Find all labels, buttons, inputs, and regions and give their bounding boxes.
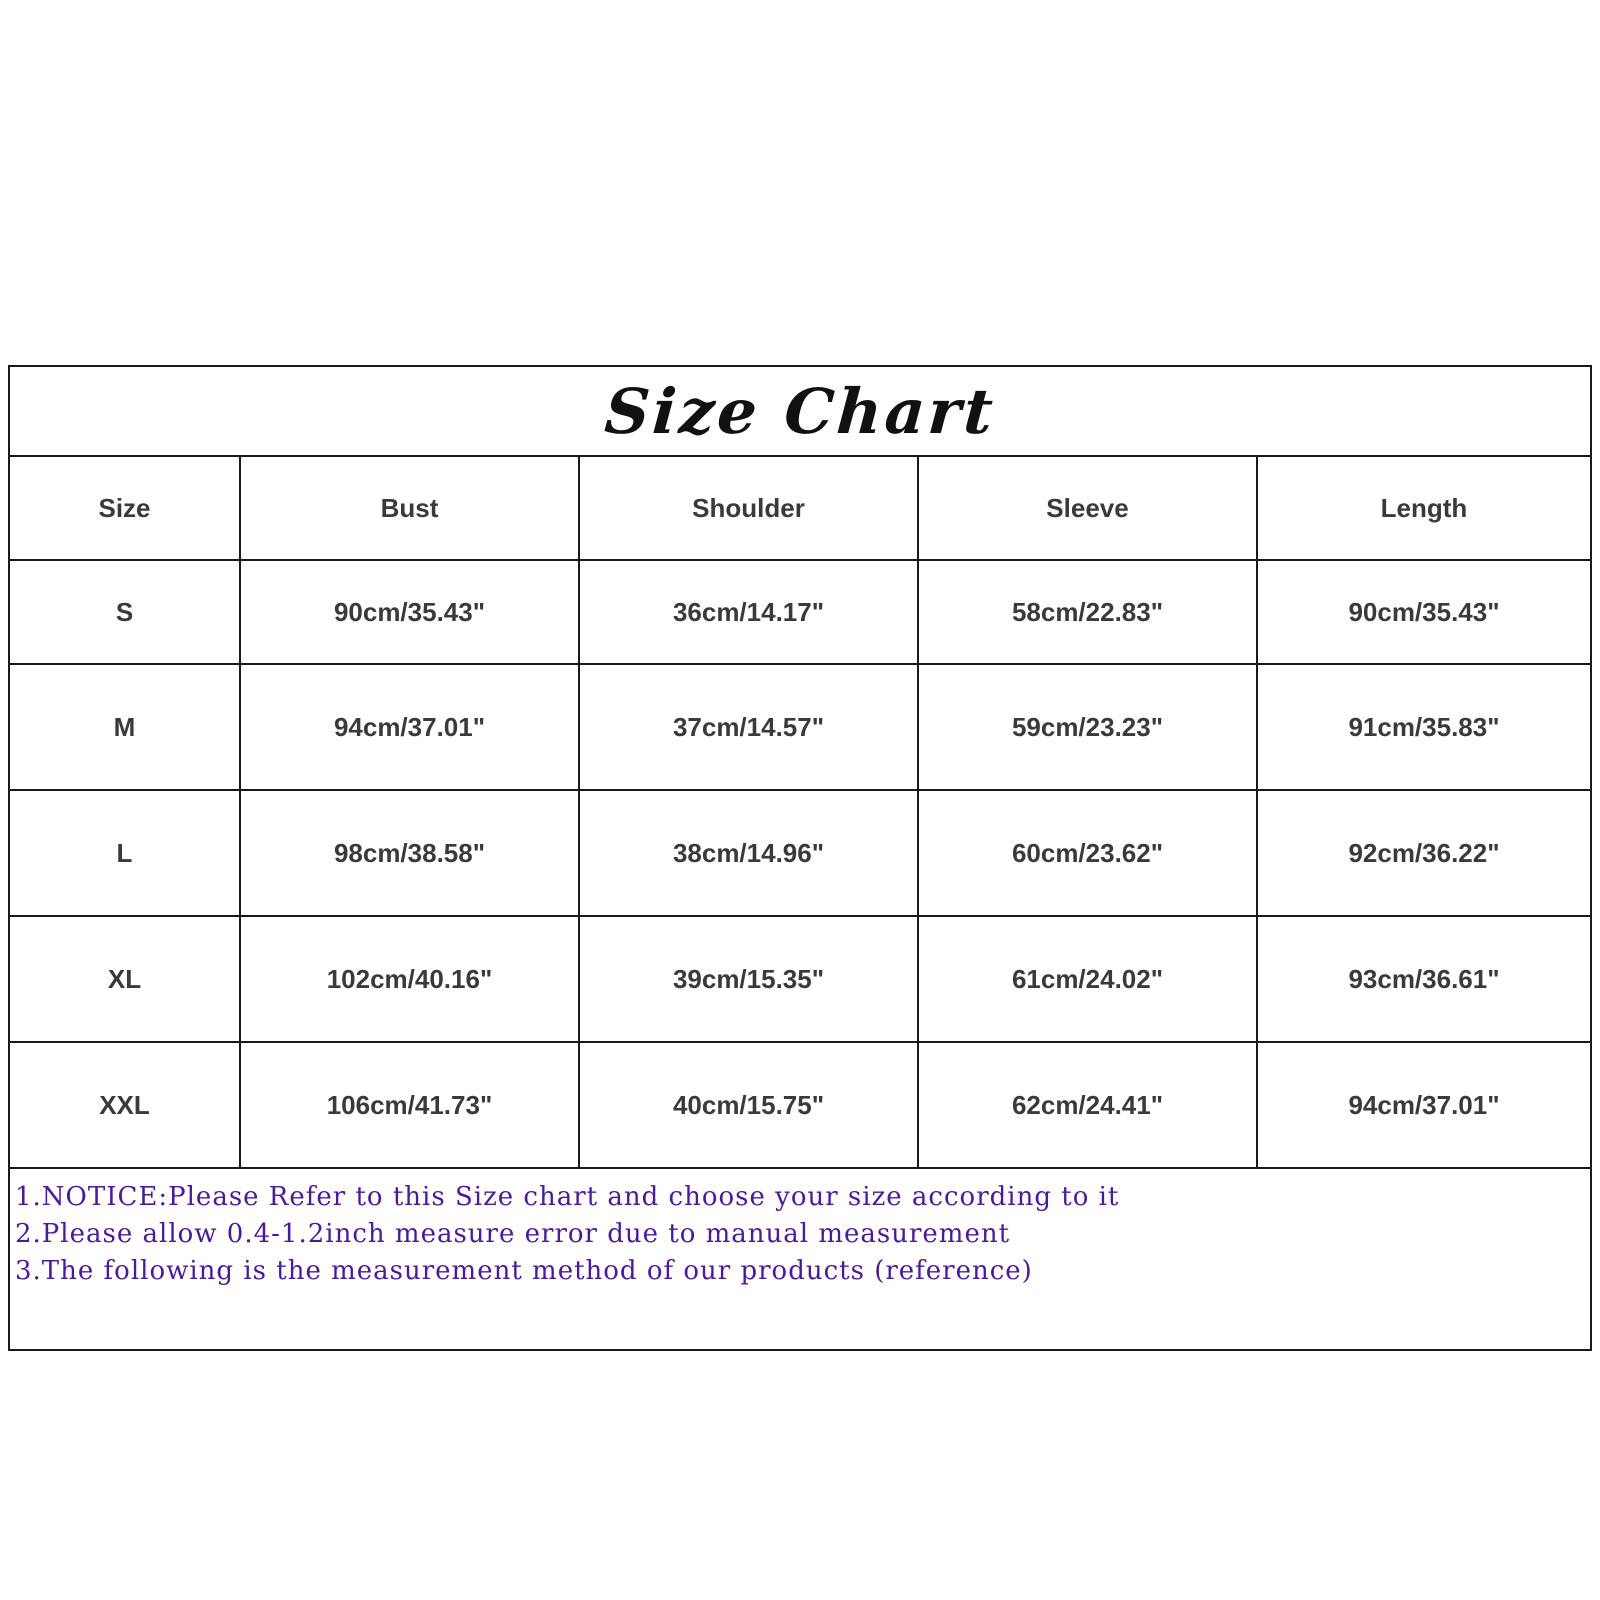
note-measurement-method: 3.The following is the measurement method of our products (reference) (15, 1256, 1033, 1286)
sleeve-cell: 59cm/23.23" (918, 664, 1257, 790)
notes-section (15, 1179, 1119, 1290)
shoulder-cell: 39cm/15.35" (579, 916, 918, 1042)
sleeve-cell: 61cm/24.02" (918, 916, 1257, 1042)
table-row (10, 560, 1590, 664)
bust-cell: 102cm/40.16" (240, 916, 579, 1042)
size-table (10, 457, 1590, 1169)
size-cell: L (10, 790, 240, 916)
table-row (10, 790, 1590, 916)
sleeve-cell: 60cm/23.62" (918, 790, 1257, 916)
header-cell-shoulder: Shoulder (579, 457, 918, 560)
size-cell: XXL (10, 1042, 240, 1168)
shoulder-cell: 38cm/14.96" (579, 790, 918, 916)
table-row (10, 664, 1590, 790)
sleeve-cell: 62cm/24.41" (918, 1042, 1257, 1168)
header-cell-size: Size (10, 457, 240, 560)
bust-cell: 94cm/37.01" (240, 664, 579, 790)
size-cell: S (10, 560, 240, 664)
size-chart (8, 365, 1592, 1351)
header-cell-length: Length (1257, 457, 1590, 560)
length-cell: 91cm/35.83" (1257, 664, 1590, 790)
length-cell: 94cm/37.01" (1257, 1042, 1590, 1168)
shoulder-cell: 37cm/14.57" (579, 664, 918, 790)
header-cell-bust: Bust (240, 457, 579, 560)
note-measure-error: 2.Please allow 0.4-1.2inch measure error due to manual measurement (15, 1219, 1011, 1249)
size-cell: M (10, 664, 240, 790)
size-cell: XL (10, 916, 240, 1042)
table-row (10, 916, 1590, 1042)
header-cell-sleeve: Sleeve (918, 457, 1257, 560)
length-cell: 93cm/36.61" (1257, 916, 1590, 1042)
bust-cell: 106cm/41.73" (240, 1042, 579, 1168)
length-cell: 92cm/36.22" (1257, 790, 1590, 916)
table-header-row (10, 457, 1590, 560)
bust-cell: 98cm/38.58" (240, 790, 579, 916)
bust-cell: 90cm/35.43" (240, 560, 579, 664)
shoulder-cell: 40cm/15.75" (579, 1042, 918, 1168)
chart-title: Size Chart (602, 374, 998, 448)
title-row (10, 367, 1590, 457)
sleeve-cell: 58cm/22.83" (918, 560, 1257, 664)
table-row (10, 1042, 1590, 1168)
length-cell: 90cm/35.43" (1257, 560, 1590, 664)
note-notice: 1.NOTICE:Please Refer to this Size chart and choose your size according to it (15, 1182, 1120, 1212)
shoulder-cell: 36cm/14.17" (579, 560, 918, 664)
